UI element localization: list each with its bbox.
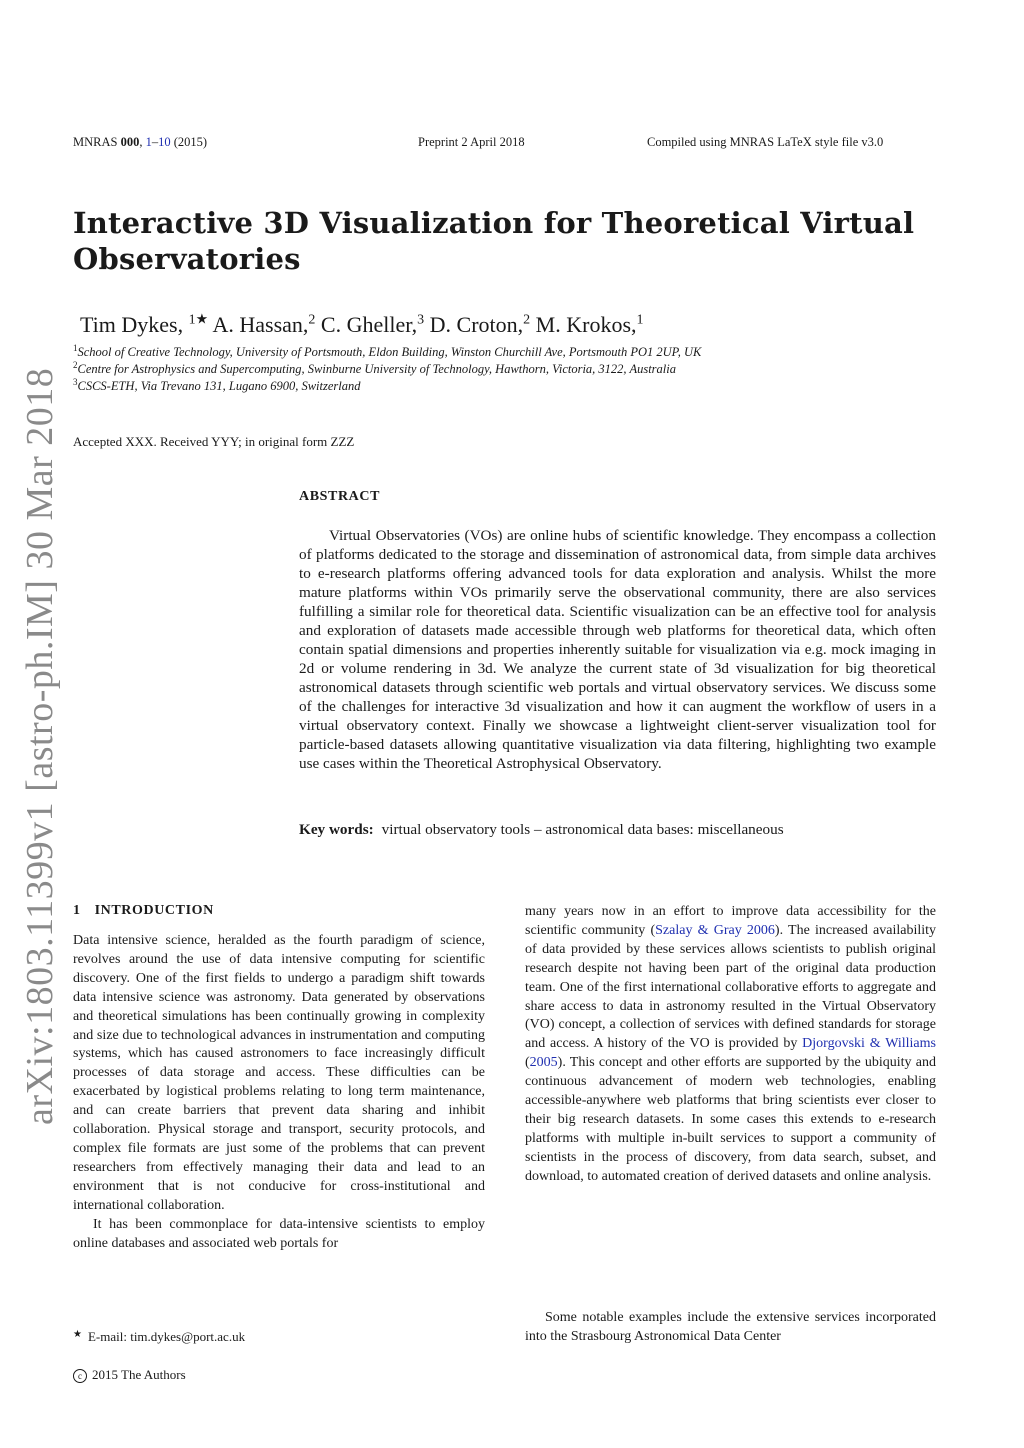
right-column-continuation xyxy=(525,1309,936,1347)
author: C. Gheller,$^3$ xyxy=(320,312,425,338)
author-sup: 1★ xyxy=(188,313,209,328)
author: Tim Dykes, $^{1★}$ xyxy=(80,312,209,338)
citation-link[interactable]: Szalay & Gray 2006 xyxy=(655,922,775,938)
author: D. Croton,$^2$ xyxy=(429,312,531,338)
abstract-text: Virtual Observatories (VOs) are online hubs of scientific knowledge. They encompass a collection of platforms dedicated to the storage and dissemination of astronomical data, from simple data archives to e-research platforms offering advanced tools for data exploration and analysis. Whilst the more mature platforms within VOs primarily serve the observational community, there are also services fulfilling a similar role for theoretical data. Scientific visualization can be an effective tool for analysis and exploration of datasets made accessible through web platforms for theoretical data, which often contain spatial dimensions and properties inherently suitable for visualization via e.g. mock imaging in 2d or volume rendering in 3d. We analyze the current state of 3d visualization for big theoretical astronomical datasets through scientific web portals and virtual observatory services. We discuss some of the challenges for interactive 3d visualization and how it can augment the workflow of users in a virtual observatory context. Finally we showcase a lightweight client-server visualization tool for particle-based datasets allowing quantitative visualization via data filtering, highlighting two example use cases within the Theoretical Astrophysical Observatory. xyxy=(299,527,936,772)
copyright-text: 2015 The Authors xyxy=(92,1367,186,1382)
author-sup: 2 xyxy=(308,313,316,328)
page-start-link[interactable]: 1 xyxy=(145,135,152,149)
preprint-date: Preprint 2 April 2018 xyxy=(418,135,525,149)
journal-citation: MNRAS 000, 1–10 (2015) xyxy=(73,135,208,149)
arxiv-identifier[interactable]: arXiv:1803.11399v1 [astro-ph.IM] 30 Mar 2018 xyxy=(19,367,61,1125)
affiliation: $^1$School of Creative Technology, University of Portsmouth, Eldon Building, Winston Churchill Ave, Portsmouth PO1 2UP, UK xyxy=(73,343,702,360)
affiliation: $^3$CSCS-ETH, Via Trevano 131, Lugano 6900, Switzerland xyxy=(73,377,361,394)
journal-name: MNRAS xyxy=(73,135,118,149)
paper-title: Interactive 3D Visualization for Theoretical Virtual Observatories xyxy=(73,206,915,276)
section-number: 1 xyxy=(73,903,81,918)
journal-year: (2015) xyxy=(173,135,208,149)
section-title: INTRODUCTION xyxy=(94,903,214,918)
author-sup: 3 xyxy=(417,313,425,328)
keywords-text: virtual observatory tools – astronomical data bases: miscellaneous xyxy=(381,821,784,838)
affiliation: $^2$Centre for Astrophysics and Supercomputing, Swinburne University of Technology, Hawthorn, Victoria, 3122, Australia xyxy=(73,360,676,377)
citation-year-link[interactable]: 2005 xyxy=(529,1055,558,1071)
footnote-email[interactable]: E-mail: tim.dykes@port.ac.uk xyxy=(87,1329,246,1344)
footnote xyxy=(73,1329,245,1345)
keywords-label: Key words: xyxy=(299,821,374,838)
intro-paragraph: It has been commonplace for data-intensive scientists to employ online databases and associated web portals for xyxy=(73,1216,485,1251)
journal-volume: 000 xyxy=(120,135,140,149)
right-column xyxy=(525,903,936,1187)
copyright xyxy=(73,1367,186,1383)
footnote-star: ★ xyxy=(73,1329,82,1340)
copyright-icon: c xyxy=(73,1369,87,1383)
author-list xyxy=(80,312,644,338)
page-range-separator: – xyxy=(151,135,159,149)
compiled-note: Compiled using MNRAS LaTeX style file v3.0 xyxy=(647,135,884,149)
body-paragraph: many years now in an effort to improve data accessibility for the scientific community (Szalay & Gray 2006). The increased availability of data provided by these services allows scientists to publish original research despite not having been part of the original data production team. One of the first international collaborative efforts to aggregate and share access to data in astronomy resulted in the Virtual Observatory (VO) concept, a collection of services with defined standards for storage and access. A history of the VO is provided by Djorgovski & Williams (2005). This concept and other efforts are supported by the ubiquity and continuous advancement of modern web technologies, enabling accessible-anywhere web platforms that bring scientists ever closer to their big research datasets. In some cases this extends to e-research platforms with multiple in-built services to support a community of scientists in the process of discovery, from data search, subset, and download, to automated creation of derived datasets and online analysis. xyxy=(525,904,937,1184)
author-sup: 2 xyxy=(523,313,531,328)
left-column xyxy=(73,932,485,1253)
intro-paragraph: Data intensive science, heralded as the fourth paradigm of science, revolves around the use of data intensive computing for scientific discovery. One of the first fields to undergo a paradigm shift towards data intensive science was astronomy. Data generated by observations and theoretical simulations has been continually growing in complexity and size due to technological advances in instrumentation and computing systems, which has caused astronomers to face increasingly difficult processes of data storage and access. These difficulties can be exacerbated by logistical problems relating to long term maintenance, and can create barriers that prevent data sharing and inhibit collaboration. Physical storage and transport, security protocols, and complex file formats are just some of the problems that can prevent researchers from effectively managing their data and lead to an environment that is not conducive for cross-institutional and international collaboration. xyxy=(73,933,485,1213)
keywords xyxy=(299,821,784,839)
body-paragraph: Some notable examples include the extensive services incorporated into the Strasbourg Astronomical Data Center xyxy=(525,1310,936,1344)
author: M. Krokos,$^1$ xyxy=(535,312,644,338)
author-sup: 1 xyxy=(636,313,644,328)
author: A. Hassan,$^2$ xyxy=(212,312,316,338)
accepted-line: Accepted XXX. Received YYY; in original form ZZZ xyxy=(73,434,355,449)
abstract-heading: ABSTRACT xyxy=(299,489,381,504)
section-heading xyxy=(73,903,228,919)
citation-link[interactable]: Djorgovski & Williams xyxy=(802,1036,936,1052)
page-end-link[interactable]: 10 xyxy=(158,135,171,149)
